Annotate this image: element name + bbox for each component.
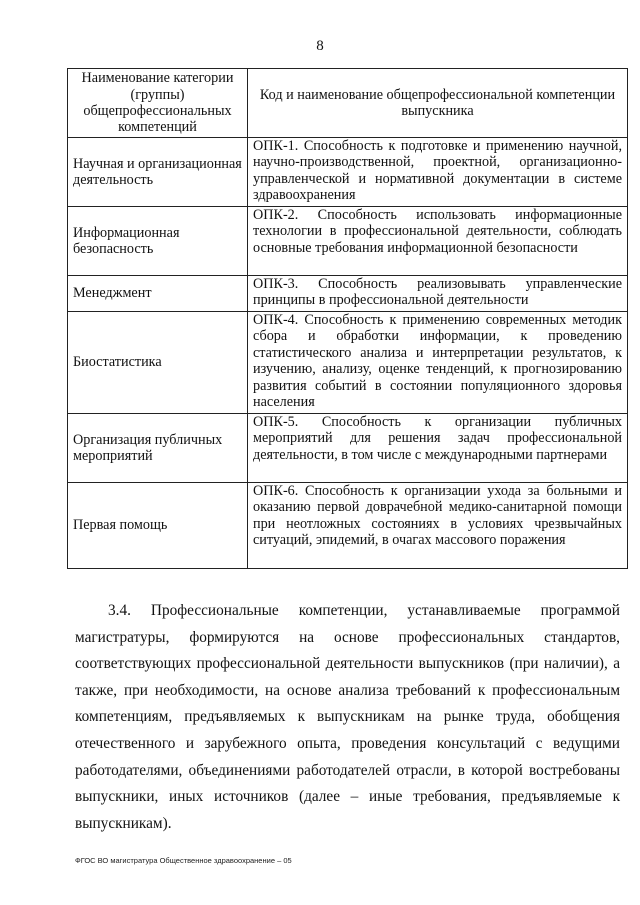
table-row [68, 414, 628, 483]
table-row [68, 276, 628, 312]
row-competence: ОПК-4. Способность к применению современных методик сбора и обработки информации, к проведению статистического анализа и интерпретации результатов, к изучению, анализу, оценке тенденций, к прогнозированию развития событий в состоянии популяционного здоровья населения [248, 312, 628, 414]
row-category: Менеджмент [68, 276, 248, 312]
row-competence: ОПК-6. Способность к организации ухода за больными и оказанию первой доврачебной медико-санитарной помощи при неотложных состояниях в условиях чрезвычайных ситуаций, эпидемий, в очагах массового поражения [248, 483, 628, 569]
table-header-row [68, 69, 628, 138]
table-row [68, 483, 628, 569]
competencies-table [67, 68, 628, 569]
row-competence: ОПК-5. Способность к организации публичных мероприятий для решения задач профессиональной деятельности, в том числе с международными партнерами [248, 414, 628, 483]
document-footer: ФГОС ВО магистратура Общественное здравоохранение – 05 [75, 856, 292, 865]
row-competence: ОПК-3. Способность реализовывать управленческие принципы в профессиональной деятельности [248, 276, 628, 312]
table-row [68, 312, 628, 414]
row-category: Информационная безопасность [68, 207, 248, 276]
header-competence: Код и наименование общепрофессиональной компетенции выпускника [248, 69, 628, 138]
row-category: Первая помощь [68, 483, 248, 569]
page-number: 8 [316, 38, 324, 54]
table-row [68, 207, 628, 276]
row-competence: ОПК-2. Способность использовать информационные технологии в профессиональной деятельности, соблюдать основные требования информационной безопасности [248, 207, 628, 276]
row-category: Биостатистика [68, 312, 248, 414]
table-row [68, 138, 628, 207]
row-category: Организация публичных мероприятий [68, 414, 248, 483]
section-3-4-paragraph: 3.4. Профессиональные компетенции, устанавливаемые программой магистратуры, формируются на основе профессиональных стандартов, соответствующих профессиональной деятельности выпускников (при наличии), а также, при необходимости, на основе анализа требований к профессиональным компетенциям, предъявляемых к выпускникам на рынке труда, обобщения отечественного и зарубежного опыта, проведения консультаций с ведущими работодателями, объединениями работодателей отрасли, в которой востребованы выпускники, иных источников (далее – иные требования, предъявляемые к выпускникам). [75, 602, 620, 832]
header-category: Наименование категории (группы) общепрофессиональных компетенций [68, 69, 248, 138]
row-category: Научная и организационная деятельность [68, 138, 248, 207]
row-competence: ОПК-1. Способность к подготовке и применению научной, научно-производственной, проектной, организационно-управленческой и нормативной документации в системе здравоохранения [248, 138, 628, 207]
